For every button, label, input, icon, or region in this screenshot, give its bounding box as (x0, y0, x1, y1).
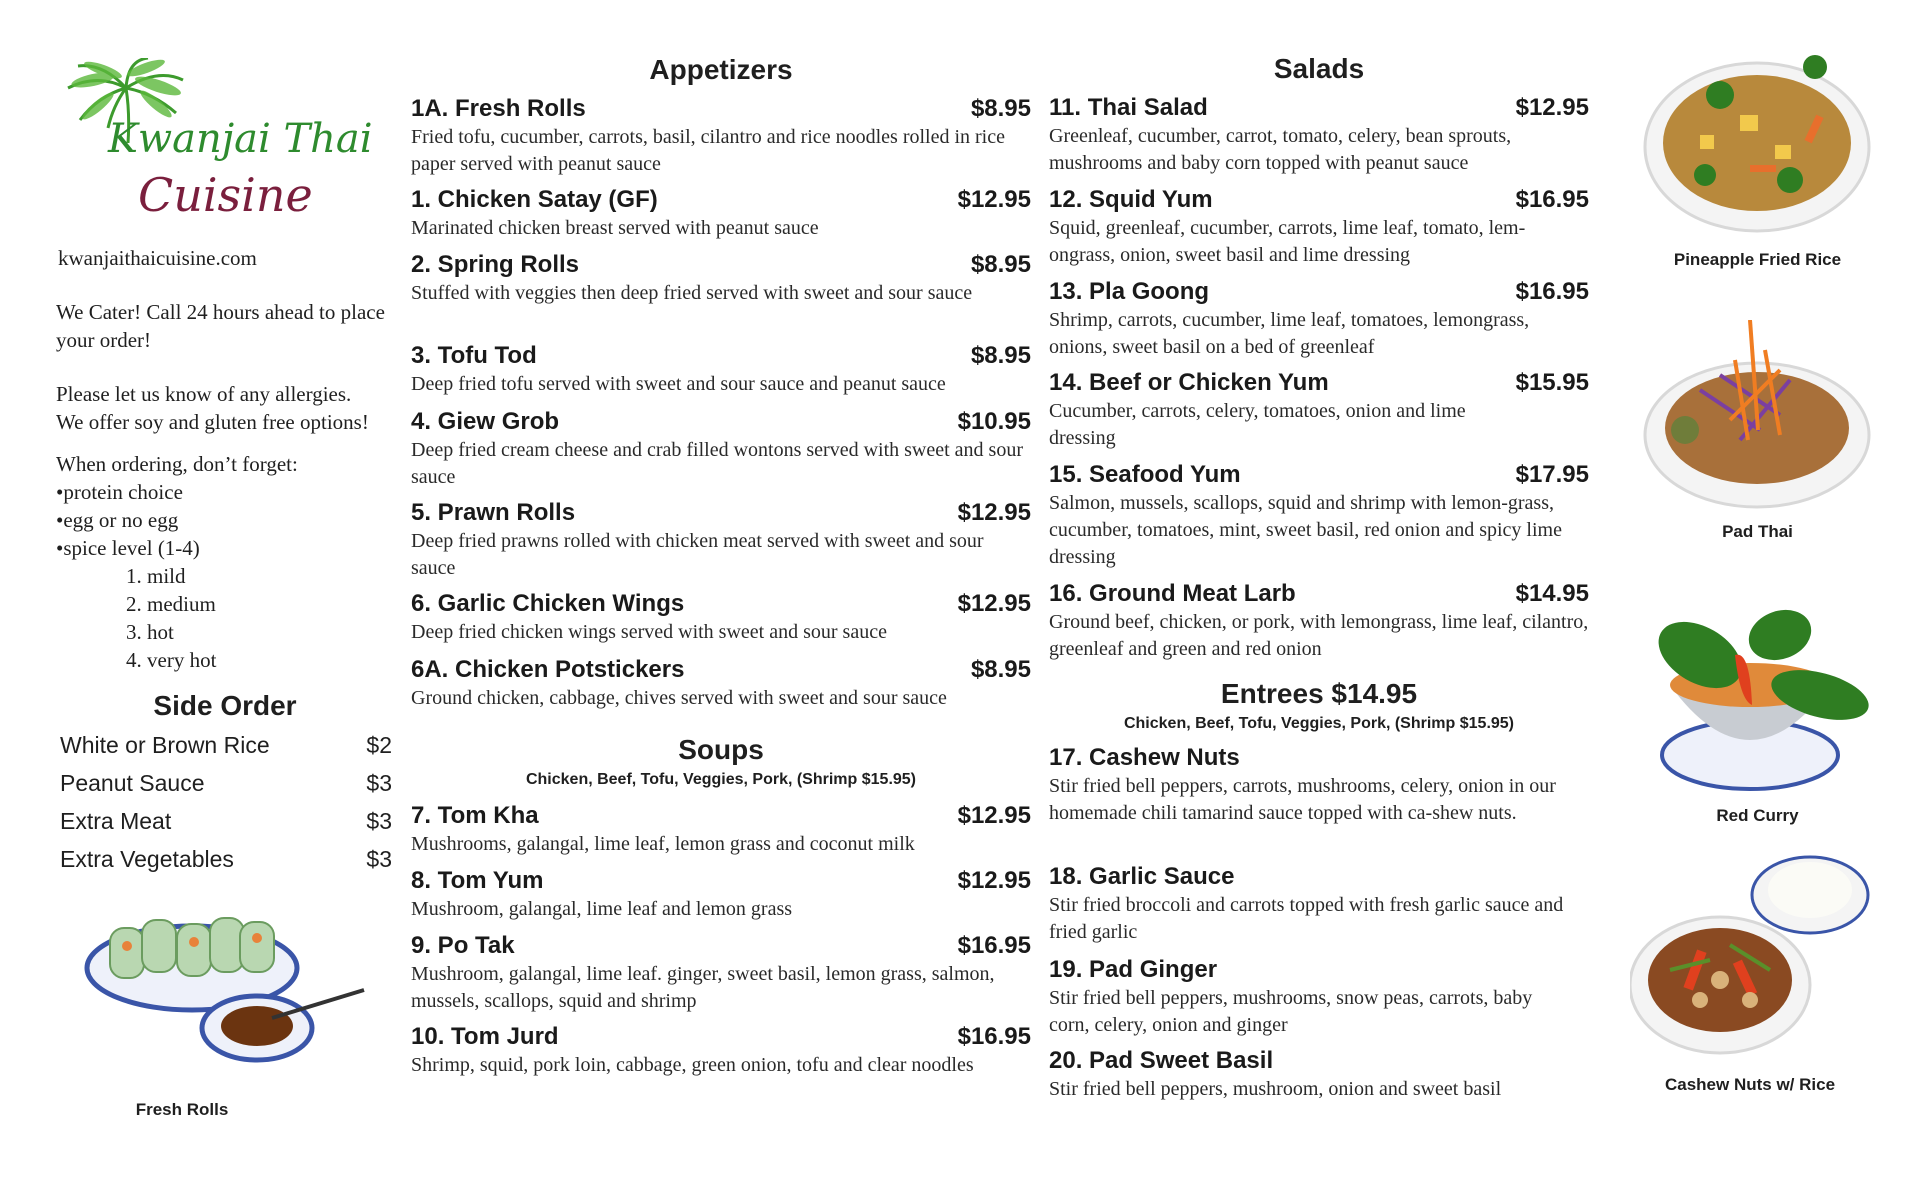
item-description: Fried tofu, cucumber, carrots, basil, cilantro and rice noodles rolled in rice paper served with peanut sauce (411, 126, 1005, 175)
list-item: • egg or no egg (56, 506, 396, 534)
item-description: Salmon, mussels, scallops, squid and shrimp with lemon-grass, cucumber, tomatoes, mint, sweet basil, red onion and spicy lime dressing (1049, 492, 1562, 568)
item-description: Shrimp, squid, pork loin, cabbage, green onion, tofu and clear noodles (411, 1054, 974, 1076)
menu-item (411, 590, 1031, 646)
item-name: 17. Cashew Nuts (1049, 744, 1240, 771)
item-name: 7. Tom Kha (411, 802, 539, 829)
item-description: Ground chicken, cabbage, chives served with sweet and sour sauce (411, 687, 947, 709)
item-name: 10. Tom Jurd (411, 1023, 559, 1050)
allergy-line-2: We offer soy and gluten free options! (56, 410, 369, 434)
menu-item (1049, 956, 1589, 1039)
item-name: 1. Chicken Satay (GF) (411, 186, 658, 213)
item-description: Mushroom, galangal, lime leaf and lemon grass (411, 898, 793, 920)
menu-item (411, 95, 1031, 178)
item-price: $16.95 (957, 1023, 1031, 1050)
item-description: Deep fried prawns rolled with chicken meat served with sweet and sour sauce (411, 530, 984, 579)
ordering-title: When ordering, don’t forget: (56, 452, 298, 476)
menu-item (1049, 278, 1589, 361)
item-price: $8.95 (970, 251, 1031, 278)
item-description: Stir fried bell peppers, mushrooms, snow peas, carrots, baby corn, celery, onion and ginger (1049, 987, 1533, 1036)
side-item-name: Peanut Sauce (60, 770, 205, 796)
item-price: $16.95 (1515, 186, 1589, 213)
item-name: 14. Beef or Chicken Yum (1049, 369, 1329, 396)
menu-item (1049, 863, 1589, 946)
side-order-row (60, 846, 392, 882)
side-item-name: Extra Meat (60, 808, 172, 834)
item-price: $17.95 (1515, 461, 1589, 488)
menu-item (1049, 369, 1589, 452)
allergy-line-1: Please let us know of any allergies. (56, 382, 352, 406)
side-order-row (60, 732, 392, 768)
item-description: Deep fried cream cheese and crab filled wontons served with sweet and sour sauce (411, 439, 1023, 488)
list-item: • spice level (1-4) (56, 534, 396, 562)
item-price: $8.95 (970, 95, 1031, 122)
item-price: $15.95 (1515, 369, 1589, 396)
item-name: 20. Pad Sweet Basil (1049, 1047, 1274, 1074)
menu-item (411, 867, 1031, 923)
item-name: 11. Thai Salad (1049, 94, 1208, 121)
menu-item (411, 656, 1031, 712)
menu-item (411, 1023, 1031, 1079)
item-description: Stir fried broccoli and carrots topped with fresh garlic sauce and fried garlic (1049, 894, 1564, 943)
menu-item (1049, 94, 1589, 177)
menu-item (411, 251, 1031, 307)
menu-item (411, 932, 1031, 1015)
item-price: $12.95 (957, 802, 1031, 829)
item-name: 19. Pad Ginger (1049, 956, 1218, 983)
menu-item (411, 408, 1031, 491)
item-description: Mushroom, galangal, lime leaf. ginger, sweet basil, lemon grass, salmon, mussels, scallops, squid and shrimp (411, 963, 995, 1012)
item-price: $16.95 (957, 932, 1031, 959)
photo-caption: Pineapple Fried Rice (1673, 250, 1842, 269)
item-name: 6. Garlic Chicken Wings (411, 590, 685, 617)
website-url: kwanjaithaicuisine.com (58, 246, 257, 270)
menu-item (1049, 1047, 1589, 1103)
item-description: Shrimp, carrots, cucumber, lime leaf, tomatoes, lemongrass, onions, sweet basil on a bed of greenleaf (1049, 309, 1530, 358)
item-price: $16.95 (1515, 278, 1589, 305)
side-item-name: Extra Vegetables (60, 846, 234, 872)
item-name: 13. Pla Goong (1049, 278, 1210, 305)
ordering-bullets (56, 478, 396, 562)
side-order-title: Side Order (153, 690, 297, 721)
entrees-subtitle: Chicken, Beef, Tofu, Veggies, Pork, (Shrimp $15.95) (1123, 715, 1515, 732)
item-price: $12.95 (957, 499, 1031, 526)
menu-item (1049, 461, 1589, 571)
ordering-reminders (56, 450, 396, 674)
appetizers-title: Appetizers (649, 54, 793, 85)
menu-item (1049, 186, 1589, 269)
item-description: Mushrooms, galangal, lime leaf, lemon grass and coconut milk (411, 833, 915, 855)
item-price: $12.95 (957, 590, 1031, 617)
list-item: 1. mild (126, 564, 186, 588)
item-description: Deep fried chicken wings served with sweet and sour sauce (411, 621, 887, 643)
photo-caption: Pad Thai (1722, 522, 1793, 541)
item-name: 4. Giew Grob (411, 408, 560, 435)
soups-title: Soups (678, 734, 764, 765)
catering-note: We Cater! Call 24 hours ahead to place your order! (56, 300, 385, 352)
item-description: Stir fried bell peppers, mushroom, onion and sweet basil (1049, 1078, 1502, 1100)
item-price: $8.95 (970, 342, 1031, 369)
entrees-title: Entrees $14.95 (1220, 678, 1418, 709)
side-order-row (60, 808, 392, 844)
menu-item (411, 342, 1031, 398)
menu-item (411, 802, 1031, 858)
item-description: Deep fried tofu served with sweet and sour sauce and peanut sauce (411, 373, 946, 395)
item-description: Stir fried bell peppers, carrots, mushrooms, celery, onion in our homemade chili tamarind sauce topped with ca-shew nuts. (1049, 775, 1556, 824)
item-description: Squid, greenleaf, cucumber, carrots, lime leaf, tomato, lem-ongrass, onion, sweet basil and lime dressing (1049, 217, 1526, 266)
photo-caption: Cashew Nuts w/ Rice (1664, 1075, 1836, 1094)
item-price: $10.95 (957, 408, 1031, 435)
item-price: $12.95 (957, 867, 1031, 894)
item-name: 9. Po Tak (411, 932, 515, 959)
item-name: 8. Tom Yum (411, 867, 544, 894)
photo-caption: Red Curry (1716, 806, 1799, 825)
item-description: Ground beef, chicken, or pork, with lemongrass, lime leaf, cilantro, greenleaf and green and red onion (1049, 611, 1589, 660)
item-price: $12.95 (957, 186, 1031, 213)
item-price: $14.95 (1515, 580, 1589, 607)
salads-title: Salads (1273, 53, 1365, 84)
menu-item (411, 186, 1031, 242)
logo-line-2: Cuisine (138, 168, 313, 222)
item-name: 3. Tofu Tod (411, 342, 537, 369)
side-order-row (60, 770, 392, 806)
item-name: 16. Ground Meat Larb (1049, 580, 1296, 607)
item-name: 12. Squid Yum (1049, 186, 1213, 213)
list-item: 3. hot (126, 620, 174, 644)
item-description: Cucumber, carrots, celery, tomatoes, onion and lime dressing (1049, 400, 1466, 449)
side-item-name: White or Brown Rice (60, 732, 270, 758)
soups-subtitle: Chicken, Beef, Tofu, Veggies, Pork, (Shrimp $15.95) (525, 771, 917, 788)
pad-thai-photo (1640, 320, 1875, 510)
item-name: 6A. Chicken Potstickers (411, 656, 685, 683)
side-item-price: $3 (366, 770, 392, 796)
item-description: Greenleaf, cucumber, carrot, tomato, celery, bean sprouts, mushrooms and baby corn topped with peanut sauce (1049, 125, 1512, 174)
menu-item (1049, 580, 1589, 663)
item-price: $12.95 (1515, 94, 1589, 121)
menu-item (1049, 744, 1589, 827)
list-item: 2. medium (126, 592, 216, 616)
photo-caption: Fresh Rolls (135, 1100, 229, 1119)
item-description: Marinated chicken breast served with peanut sauce (411, 217, 819, 239)
side-item-price: $2 (366, 732, 392, 758)
item-name: 5. Prawn Rolls (411, 499, 576, 526)
list-item: • protein choice (56, 478, 396, 506)
list-item: 4. very hot (126, 648, 217, 672)
menu-item (411, 499, 1031, 582)
red-curry-photo (1640, 605, 1875, 795)
cashew-nuts-photo (1630, 850, 1875, 1060)
side-item-price: $3 (366, 846, 392, 872)
side-item-price: $3 (366, 808, 392, 834)
pineapple-fried-rice-photo (1640, 55, 1875, 235)
logo-line-1: Kwanjai Thai (108, 116, 373, 162)
item-name: 2. Spring Rolls (411, 251, 580, 278)
item-name: 15. Seafood Yum (1049, 461, 1241, 488)
item-description: Stuffed with veggies then deep fried served with sweet and sour sauce (411, 282, 973, 304)
item-name: 1A. Fresh Rolls (411, 95, 586, 122)
item-price: $8.95 (970, 656, 1031, 683)
spice-level-list (126, 562, 396, 674)
fresh-rolls-photo (82, 898, 372, 1063)
restaurant-logo (58, 58, 373, 233)
allergy-note (56, 380, 396, 436)
item-name: 18. Garlic Sauce (1049, 863, 1235, 890)
